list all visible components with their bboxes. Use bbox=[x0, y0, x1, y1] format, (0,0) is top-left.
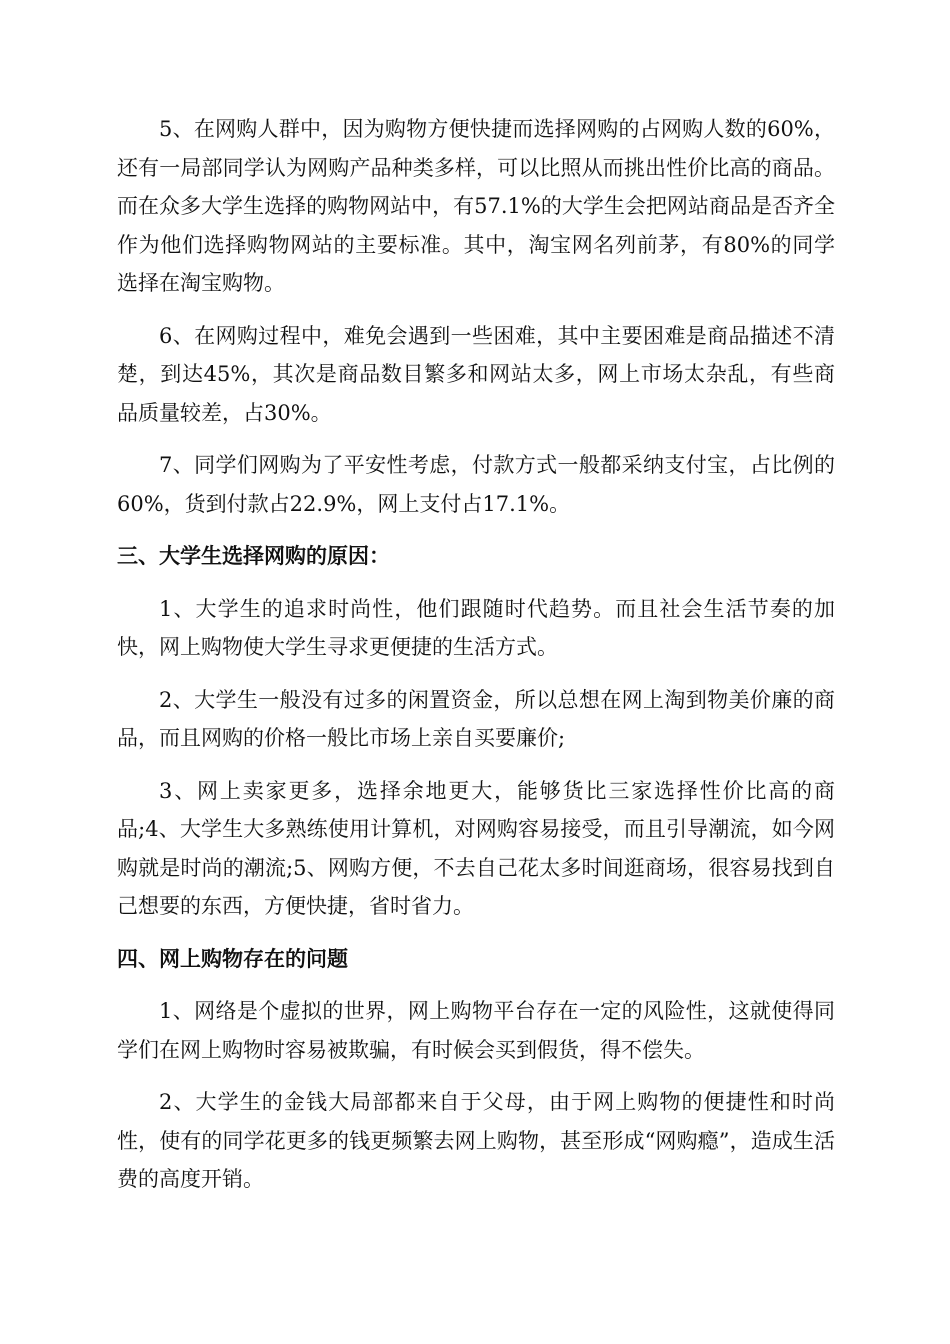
section-heading-reasons: 三、大学生选择网购的原因： bbox=[117, 544, 390, 568]
paragraph-online-shopping-reasons-stats: 5、在网购人群中，因为购物方便快捷而选择网购的占网购人数的60%，还有一局部同学认为网购产品种类多样，可以比照从而挑出性价比高的商品。而在众多大学生选择的购物网站中，有57.1%的大学生会把网站商品是否齐全作为他们选择购物网站的主要标准。其中，淘宝网名列前茅，有80%的同学选择在淘宝购物。 bbox=[117, 117, 835, 295]
paragraph-reason-price: 2、大学生一般没有过多的闲置资金，所以总想在网上淘到物美价廉的商品，而且网购的价格一般比市场上亲自买要廉价; bbox=[117, 687, 835, 750]
paragraph-payment-methods: 7、同学们网购为了平安性考虑，付款方式一般都采纳支付宝，占比例的60%，货到付款占22.9%，网上支付占17.1%。 bbox=[117, 453, 835, 516]
paragraph-problem-risk: 1、网络是个虚拟的世界，网上购物平台存在一定的风险性，这就使得同学们在网上购物时容易被欺骗，有时候会买到假货，得不偿失。 bbox=[117, 999, 835, 1062]
paragraph-online-shopping-difficulties: 6、在网购过程中，难免会遇到一些困难，其中主要困难是商品描述不清楚，到达45%，其次是商品数目繁多和网站太多，网上市场太杂乱，有些商品质量较差，占30%。 bbox=[117, 323, 835, 425]
paragraph-problem-spending: 2、大学生的金钱大局部都来自于父母，由于网上购物的便捷性和时尚性，使有的同学花更多的钱更频繁去网上购物，甚至形成“网购瘾”，造成生活费的高度开销。 bbox=[117, 1090, 835, 1191]
paragraph-reason-fashion: 1、大学生的追求时尚性，他们跟随时代趋势。而且社会生活节奏的加快，网上购物使大学生寻求更便捷的生活方式。 bbox=[117, 596, 835, 659]
paragraph-reason-choice: 3、网上卖家更多，选择余地更大，能够货比三家选择性价比高的商品;4、大学生大多熟练使用计算机，对网购容易接受，而且引导潮流，如今网购就是时尚的潮流;5、网购方便，不去自己花太多时间逛商场，很容易找到自己想要的东西，方便快捷，省时省力。 bbox=[117, 778, 835, 918]
section-heading-problems: 四、网上购物存在的问题 bbox=[117, 946, 348, 971]
document-body bbox=[117, 110, 835, 1213]
